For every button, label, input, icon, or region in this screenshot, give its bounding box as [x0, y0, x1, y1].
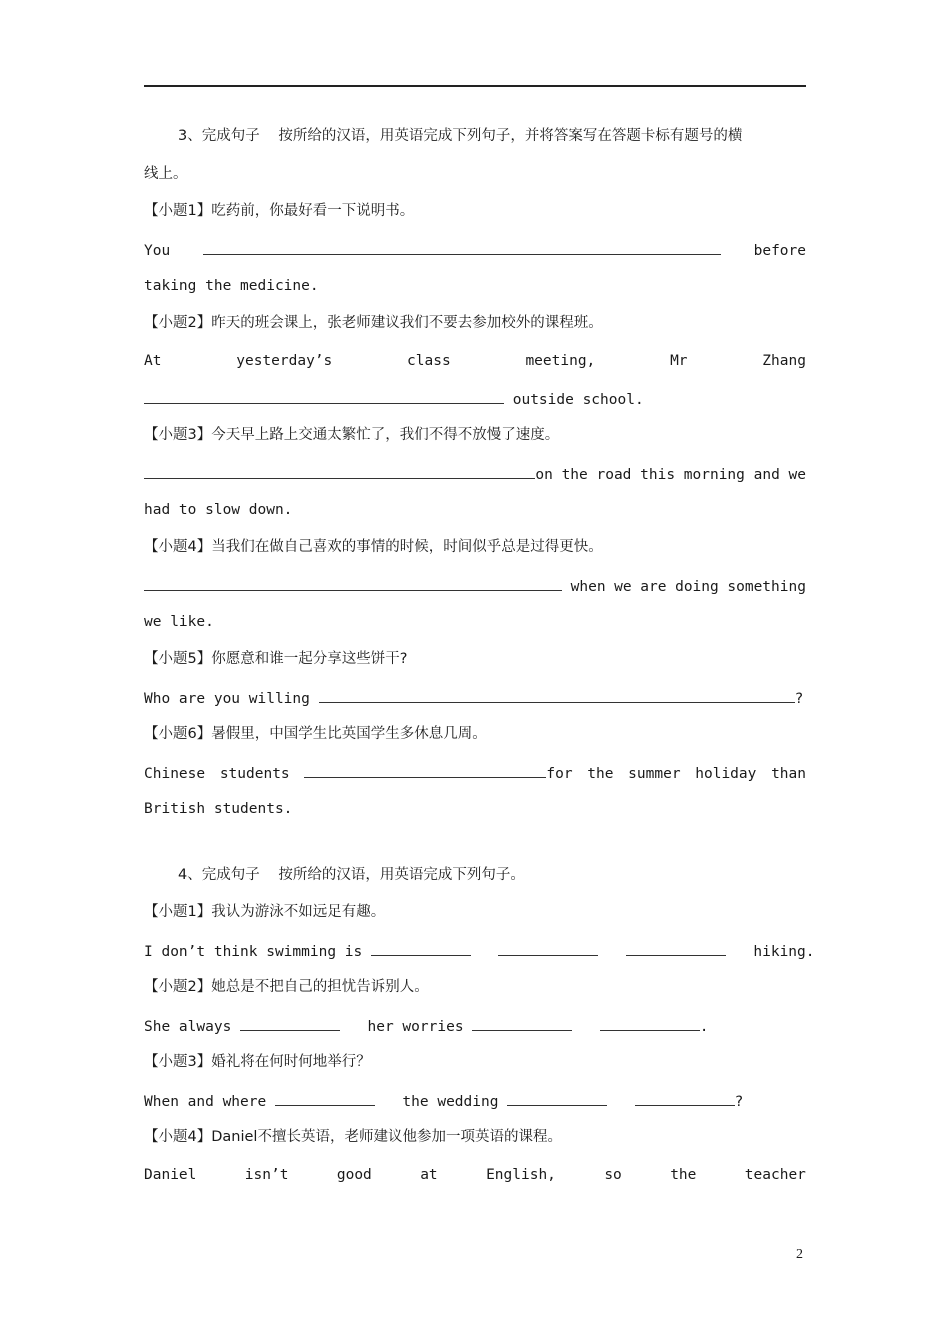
- s3-q5-label: 【小题5】: [144, 651, 212, 667]
- s3-q2-w6: Zhang: [762, 353, 806, 369]
- s3-q4-cn: 当我们在做自己喜欢的事情的时候，时间似乎总是过得更快。: [211, 539, 603, 555]
- s3-q6-w1: Chinese: [144, 766, 206, 782]
- page-number: 2: [796, 1247, 803, 1262]
- s4-q4-w4: at: [420, 1167, 438, 1183]
- section3-heading-title: 完成句子: [201, 128, 260, 144]
- s4-q4-w7: the: [670, 1167, 697, 1183]
- s4-q2-blank-2[interactable]: [472, 1015, 572, 1031]
- section3-heading: [144, 126, 806, 146]
- s3-q2-blank[interactable]: [144, 388, 504, 404]
- s4-q3-blank-2[interactable]: [507, 1090, 607, 1106]
- s3-q4-a2: we: [614, 579, 632, 595]
- s4-q3-before: When and where: [144, 1094, 267, 1110]
- s3-q6-w7: than: [771, 766, 806, 782]
- s4-q3-prompt: [144, 1052, 806, 1072]
- section3-heading-text: 按所给的汉语，用英语完成下列句子，并将答案写在答题卡标有题号的横: [278, 128, 743, 144]
- s4-q2-end: .: [699, 1019, 709, 1035]
- s3-q5-cn: 你愿意和谁一起分享这些饼干?: [211, 651, 408, 667]
- s3-q5-before: Who are you willing: [144, 691, 310, 707]
- s4-q2-label: 【小题2】: [144, 979, 212, 995]
- s4-q3-label: 【小题3】: [144, 1054, 212, 1070]
- s3-q2-w2: yesterday’s: [236, 353, 333, 369]
- s4-q2-line1: [144, 1015, 806, 1035]
- s3-q1-cn: 吃药前，你最好看一下说明书。: [211, 203, 415, 219]
- s3-q3-blank[interactable]: [144, 463, 535, 479]
- s3-q6-cn: 暑假里，中国学生比英国学生多休息几周。: [211, 726, 487, 742]
- section4-heading-title: 完成句子: [201, 867, 260, 883]
- header-rule: [144, 85, 806, 87]
- s3-q1-prompt: [144, 201, 806, 221]
- s3-q4-a3: are: [640, 579, 667, 595]
- s3-q3-prompt: [144, 425, 806, 445]
- s4-q4-cn: Daniel不擅长英语，老师建议他参加一项英语的课程。: [211, 1129, 562, 1145]
- s3-q1-line2: taking the medicine.: [144, 278, 319, 294]
- s4-q2-mid: her worries: [367, 1019, 464, 1035]
- s4-q1-label: 【小题1】: [144, 904, 212, 920]
- s3-q4-blank[interactable]: [144, 575, 562, 591]
- s3-q3-line2: had to slow down.: [144, 502, 293, 518]
- s3-q6-prompt: [144, 724, 806, 744]
- s3-q3-cn: 今天早上路上交通太繁忙了，我们不得不放慢了速度。: [211, 427, 560, 443]
- s3-q4-a1: when: [570, 579, 606, 595]
- s3-q3-after: on the road this morning and we: [535, 467, 806, 483]
- s4-q2-blank-3[interactable]: [600, 1015, 700, 1031]
- s4-q2-blank-1[interactable]: [240, 1015, 340, 1031]
- s3-q5-end: ?: [794, 691, 804, 707]
- s3-q3-label: 【小题3】: [144, 427, 212, 443]
- s3-q6-w4: the: [587, 766, 614, 782]
- s4-q3-blank-1[interactable]: [275, 1090, 375, 1106]
- s3-q6-line2: British students.: [144, 801, 293, 817]
- section3-heading-num: 3、: [178, 128, 202, 144]
- s3-q1-blank[interactable]: [203, 239, 721, 255]
- s3-q4-a5: something: [727, 579, 806, 595]
- s3-q6-line1: [144, 762, 806, 782]
- s3-q5-line1: [144, 687, 806, 707]
- s4-q4-label: 【小题4】: [144, 1129, 212, 1145]
- s3-q2-line2: [144, 388, 806, 408]
- section4-heading: [144, 865, 806, 885]
- s3-q2-w4: meeting,: [525, 353, 596, 369]
- s4-q4-w5: English,: [486, 1167, 556, 1183]
- s4-q2-prompt: [144, 977, 806, 997]
- s3-q2-label: 【小题2】: [144, 315, 212, 331]
- s3-q2-w1: At: [144, 353, 162, 369]
- s3-q5-prompt: [144, 649, 806, 669]
- s4-q1-before: I don’t think swimming is: [144, 944, 363, 960]
- s3-q4-line2: we like.: [144, 614, 214, 630]
- s3-q3-line1: [144, 463, 806, 483]
- section3-heading-cont: 线上。: [144, 166, 188, 182]
- s4-q4-w1: Daniel: [144, 1167, 197, 1183]
- s3-q1-label: 【小题1】: [144, 203, 212, 219]
- s3-q1-line1: [144, 239, 806, 259]
- s3-q1-w2: before: [753, 243, 806, 259]
- s4-q1-blank-2[interactable]: [498, 940, 598, 956]
- s4-q4-line1: [144, 1165, 806, 1185]
- s4-q4-w3: good: [336, 1167, 372, 1183]
- s3-q4-a4: doing: [675, 579, 719, 595]
- s3-q2-l2: outside school.: [512, 392, 644, 408]
- s3-q6-label: 【小题6】: [144, 726, 212, 742]
- s3-q6-w6: holiday: [695, 766, 757, 782]
- s3-q4-prompt: [144, 537, 806, 557]
- s3-q4-label: 【小题4】: [144, 539, 212, 555]
- s4-q2-before: She always: [144, 1019, 232, 1035]
- s4-q3-mid: the wedding: [402, 1094, 499, 1110]
- section4-heading-text: 按所给的汉语，用英语完成下列句子。: [278, 867, 525, 883]
- s3-q5-blank[interactable]: [319, 687, 795, 703]
- s4-q4-w8: teacher: [744, 1167, 806, 1183]
- s3-q2-line1: [144, 351, 806, 371]
- s4-q1-line1: [144, 940, 815, 960]
- s4-q1-blank-3[interactable]: [626, 940, 726, 956]
- s3-q2-w5: Mr: [670, 353, 688, 369]
- s4-q3-line1: [144, 1090, 806, 1110]
- s3-q6-w3: for: [546, 766, 573, 782]
- s3-q2-w3: class: [407, 353, 451, 369]
- s3-q2-prompt: [144, 313, 806, 333]
- s4-q3-blank-3[interactable]: [635, 1090, 735, 1106]
- s3-q6-w5: summer: [628, 766, 681, 782]
- s4-q1-after: hiking.: [753, 944, 815, 960]
- s4-q4-w6: so: [604, 1167, 622, 1183]
- s3-q4-line1: [144, 575, 806, 595]
- s4-q1-blank-1[interactable]: [371, 940, 471, 956]
- section4-heading-num: 4、: [178, 867, 202, 883]
- s4-q3-end: ?: [734, 1094, 744, 1110]
- s3-q6-blank[interactable]: [304, 762, 546, 778]
- s3-q2-cn: 昨天的班会课上，张老师建议我们不要去参加校外的课程班。: [211, 315, 603, 331]
- s4-q2-cn: 她总是不把自己的担忧告诉别人。: [211, 979, 429, 995]
- s4-q4-w2: isn’t: [244, 1167, 289, 1183]
- s4-q3-cn: 婚礼将在何时何地举行？: [211, 1054, 371, 1070]
- s4-q1-prompt: [144, 902, 806, 922]
- s3-q6-w2: students: [219, 766, 290, 782]
- s3-q1-w1: You: [144, 243, 171, 259]
- s4-q4-prompt: [144, 1127, 806, 1147]
- s4-q1-cn: 我认为游泳不如远足有趣。: [211, 904, 386, 920]
